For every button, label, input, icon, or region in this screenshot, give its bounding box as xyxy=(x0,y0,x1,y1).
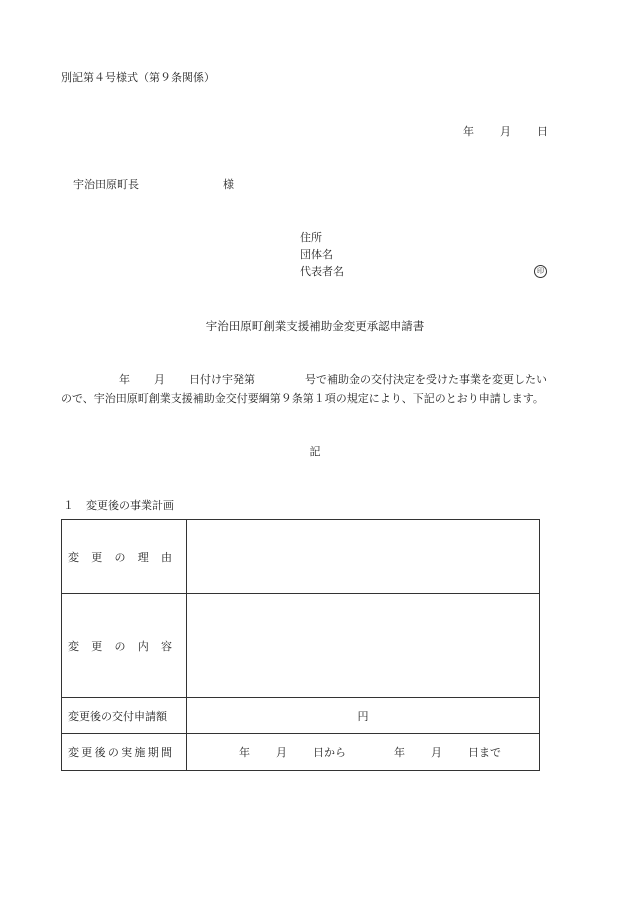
period-label-char: 後 xyxy=(94,746,106,759)
period-value-cell[interactable] xyxy=(187,734,540,771)
body-line-2: ので、宇治田原町創業支援補助金交付要綱第９条第１項の規定により、下記のとおり申請します。 xyxy=(61,392,544,405)
date-day: 日 xyxy=(537,125,548,138)
ki-heading: 記 xyxy=(309,445,321,458)
body-number-suffix: 号で補助金の交付決定を受けた事業を変更したい xyxy=(305,373,547,386)
amount-value-cell[interactable] xyxy=(187,698,540,734)
recipient-honorific: 様 xyxy=(223,178,234,191)
seal-mark: 印 xyxy=(534,265,547,278)
period-label-char: 実 xyxy=(121,746,133,759)
recipient-name: 宇治田原町長 xyxy=(73,178,139,191)
period-row xyxy=(62,734,540,771)
period-end-month: 月 xyxy=(431,746,442,759)
content-value-cell[interactable] xyxy=(187,594,540,698)
reason-label-char: 更 xyxy=(91,550,103,564)
body-month: 月 xyxy=(154,373,165,386)
reason-label-cell xyxy=(62,520,187,594)
content-row xyxy=(62,594,540,698)
reason-row xyxy=(62,520,540,594)
document-title: 宇治田原町創業支援補助金変更承認申請書 xyxy=(205,319,425,333)
representative-label: 代表者名 xyxy=(300,265,344,278)
period-start-day: 日から xyxy=(313,746,346,759)
content-label-char: 容 xyxy=(161,639,172,653)
body-paragraph xyxy=(61,370,576,408)
body-date-suffix: 日付け宇発第 xyxy=(189,373,255,386)
period-label-char: 間 xyxy=(160,746,172,759)
period-start-year: 年 xyxy=(239,746,250,759)
content-label-char: 変 xyxy=(68,639,79,653)
period-end-year: 年 xyxy=(394,746,405,759)
content-label-cell xyxy=(62,594,187,698)
address-label: 住所 xyxy=(300,231,322,244)
form-identifier: 別記第４号様式（第９条関係） xyxy=(61,71,215,84)
reason-label-char: の xyxy=(114,550,126,564)
period-label-char: 施 xyxy=(134,746,146,759)
section-heading xyxy=(63,497,174,513)
date-line xyxy=(463,123,548,139)
period-label-char: の xyxy=(107,746,119,759)
period-label-char: 変 xyxy=(68,746,79,759)
reason-value-cell[interactable] xyxy=(187,520,540,594)
date-year: 年 xyxy=(463,125,474,138)
body-year: 年 xyxy=(119,373,130,386)
date-month: 月 xyxy=(500,125,511,138)
applicant-block xyxy=(300,229,550,280)
content-label-char: 更 xyxy=(91,639,103,653)
section-number: １ xyxy=(63,499,74,512)
content-label-char: 内 xyxy=(137,639,149,653)
plan-table xyxy=(61,519,540,771)
period-start-month: 月 xyxy=(276,746,287,759)
body-line-1 xyxy=(61,370,576,389)
representative-row xyxy=(300,263,550,280)
period-label-char: 更 xyxy=(81,746,93,759)
reason-label-char: 変 xyxy=(68,550,79,564)
amount-row xyxy=(62,698,540,734)
amount-unit: 円 xyxy=(357,709,369,723)
period-end-day: 日まで xyxy=(468,746,501,759)
reason-label-char: 由 xyxy=(161,550,172,564)
section-title: 変更後の事業計画 xyxy=(86,499,174,512)
amount-label-cell: 変更後の交付申請額 xyxy=(62,698,187,734)
period-label-char: 期 xyxy=(147,746,159,759)
organization-label: 団体名 xyxy=(300,248,333,261)
recipient xyxy=(73,176,234,192)
reason-label-char: 理 xyxy=(137,550,149,564)
content-label-char: の xyxy=(114,639,126,653)
period-label-cell xyxy=(62,734,187,771)
